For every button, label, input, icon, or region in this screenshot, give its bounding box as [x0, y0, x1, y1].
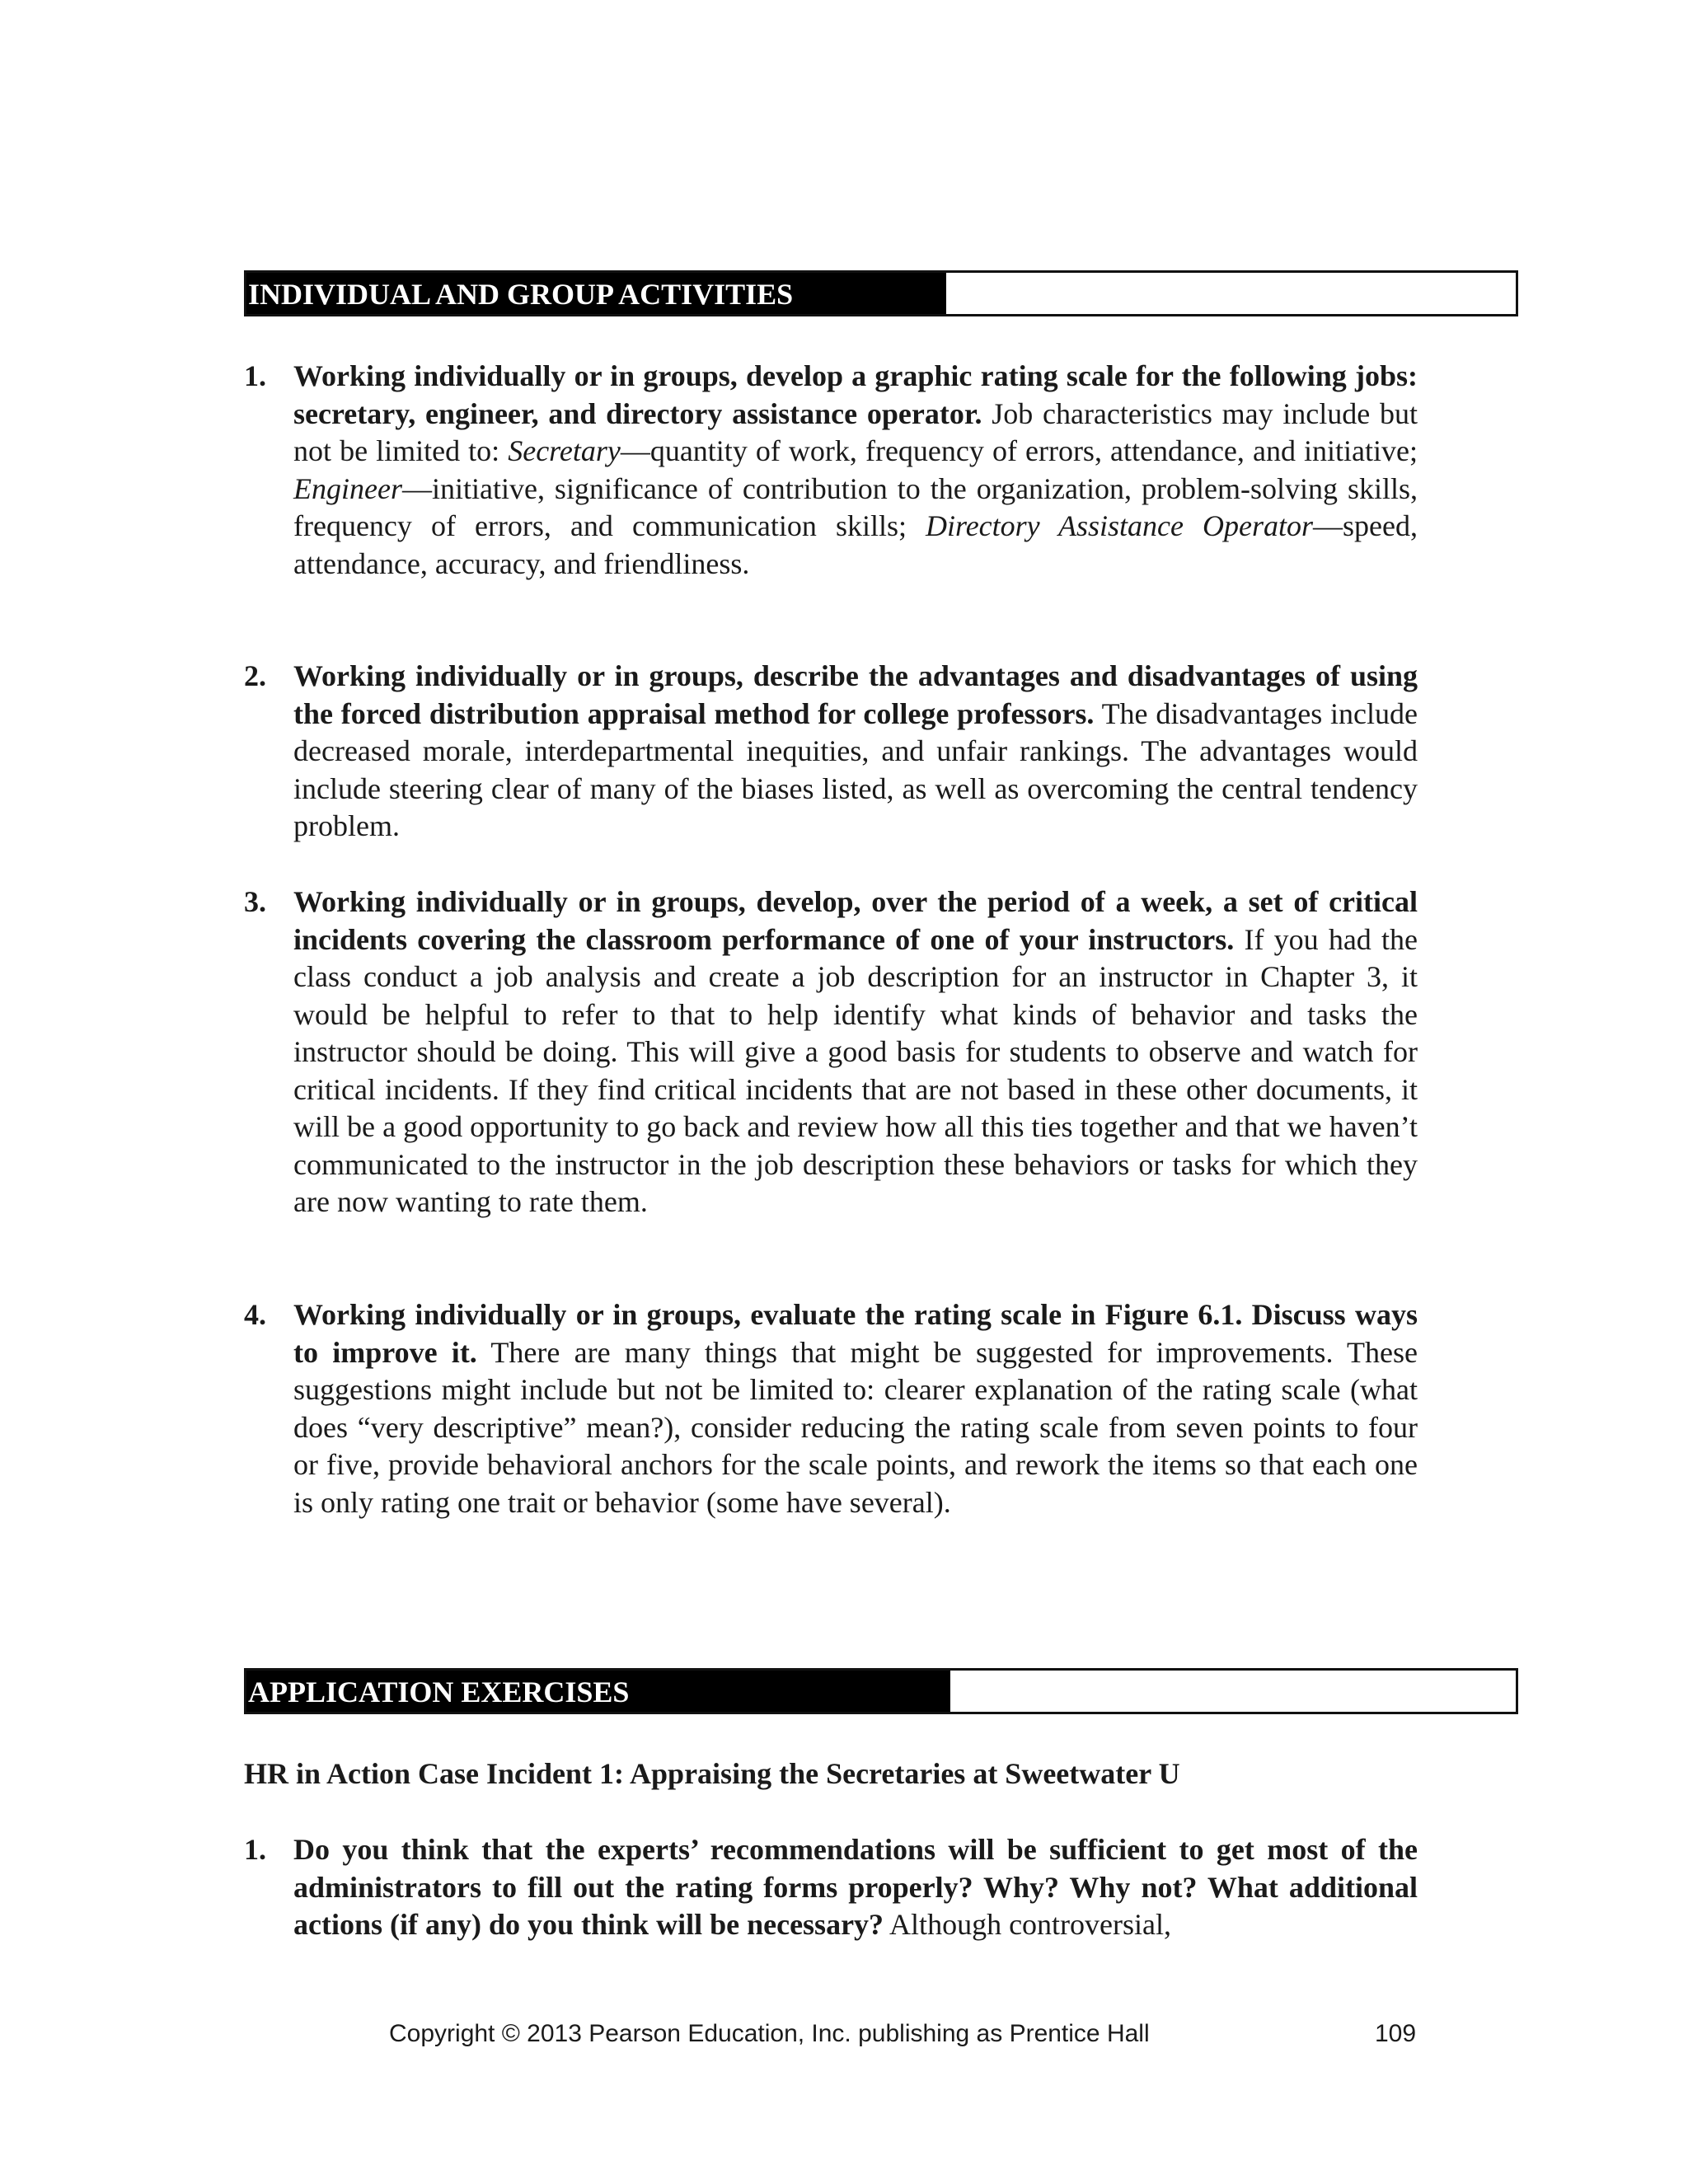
activity-item-1 [244, 358, 1418, 583]
item-answer-emphasis: Directory Assistance Operator [926, 509, 1314, 542]
item-question: Working individually or in groups, develop, over the period of a week, a set of critical incidents covering the classroom performance of one of your instructors. [293, 885, 1418, 956]
item-answer-text: —initiative, significance of contribution to the organization, problem-solving skills, frequency of errors, and communication skills; [293, 471, 1418, 542]
item-answer-text: —quantity of work, frequency of errors, attendance, and initiative; [620, 434, 1418, 467]
item-body [293, 358, 1418, 583]
item-answer-emphasis: Secretary [508, 434, 621, 467]
item-answer: There are many things that might be suggested for improvements. These suggestions might include but not be limited to: clearer explanation of the rating scale (what does “very descriptive” mean?), consider reducing the rating scale from seven points to four or five, provide behavioral anchors for the scale points, and rework the items so that each one is only rating one trait or behavior (some have several). [293, 1335, 1418, 1519]
activity-item-4 [244, 1296, 1418, 1521]
item-body [293, 1831, 1418, 1944]
section-header-application-exercises [244, 1668, 1518, 1714]
item-answer-text: Job characteristics may include but not be limited to: [293, 396, 1418, 467]
section-title: INDIVIDUAL AND GROUP ACTIVITIES [246, 273, 946, 314]
copyright-notice: Copyright © 2013 Pearson Education, Inc. publishing as Prentice Hall [389, 2020, 1150, 2047]
item-answer-emphasis: Engineer [293, 471, 402, 505]
activity-item-2 [244, 658, 1418, 846]
item-question: Do you think that the experts’ recommendations will be sufficient to get most of the administrators to fill out the rating forms properly? Why? Why not? What additional actions (if any) do you think will be necessary? [293, 1833, 1418, 1941]
item-question: Working individually or in groups, describe the advantages and disadvantages of using the forced distribution appraisal method for college professors. [293, 659, 1418, 730]
activity-item-3 [244, 883, 1418, 1221]
item-answer: Although controversial, [884, 1908, 1171, 1941]
item-answer: The disadvantages include decreased morale, interdepartmental inequities, and unfair rankings. The advantages would include steering clear of many of the biases listed, as well as overcoming the central tendency problem. [293, 696, 1418, 842]
exercise-item-1 [244, 1831, 1418, 1944]
case-incident-heading: HR in Action Case Incident 1: Appraising the Secretaries at Sweetwater U [244, 1757, 1180, 1790]
item-number: 1. [244, 359, 266, 392]
item-number: 4. [244, 1298, 266, 1331]
item-number: 2. [244, 659, 266, 692]
item-question: Working individually or in groups, evaluate the rating scale in Figure 6.1. Discuss ways to improve it. [293, 1298, 1418, 1369]
section-header-individual-group-activities [244, 270, 1518, 316]
item-body [293, 883, 1418, 1221]
item-body [293, 658, 1418, 846]
item-answer-text: —speed, attendance, accuracy, and friendliness. [293, 509, 1418, 580]
item-question: Working individually or in groups, develop a graphic rating scale for the following jobs: secretary, engineer, and directory assistance operator. [293, 359, 1418, 430]
section-title: APPLICATION EXERCISES [246, 1671, 950, 1712]
page-number: 109 [1375, 2020, 1417, 2047]
item-number: 3. [244, 885, 266, 918]
item-answer: If you had the class conduct a job analysis and create a job description for an instructor in Chapter 3, it would be helpful to refer to that to help identify what kinds of behavior and tasks the instructor should be doing. This will give a good basis for students to observe and watch for critical incidents. If they find critical incidents that are not based in these other documents, it will be a good opportunity to go back and review how all this ties together and that we haven’t communicated to the instructor in the job description these behaviors or tasks for which they are now wanting to rate them. [293, 922, 1418, 1218]
item-number: 1. [244, 1833, 266, 1866]
item-body [293, 1296, 1418, 1521]
